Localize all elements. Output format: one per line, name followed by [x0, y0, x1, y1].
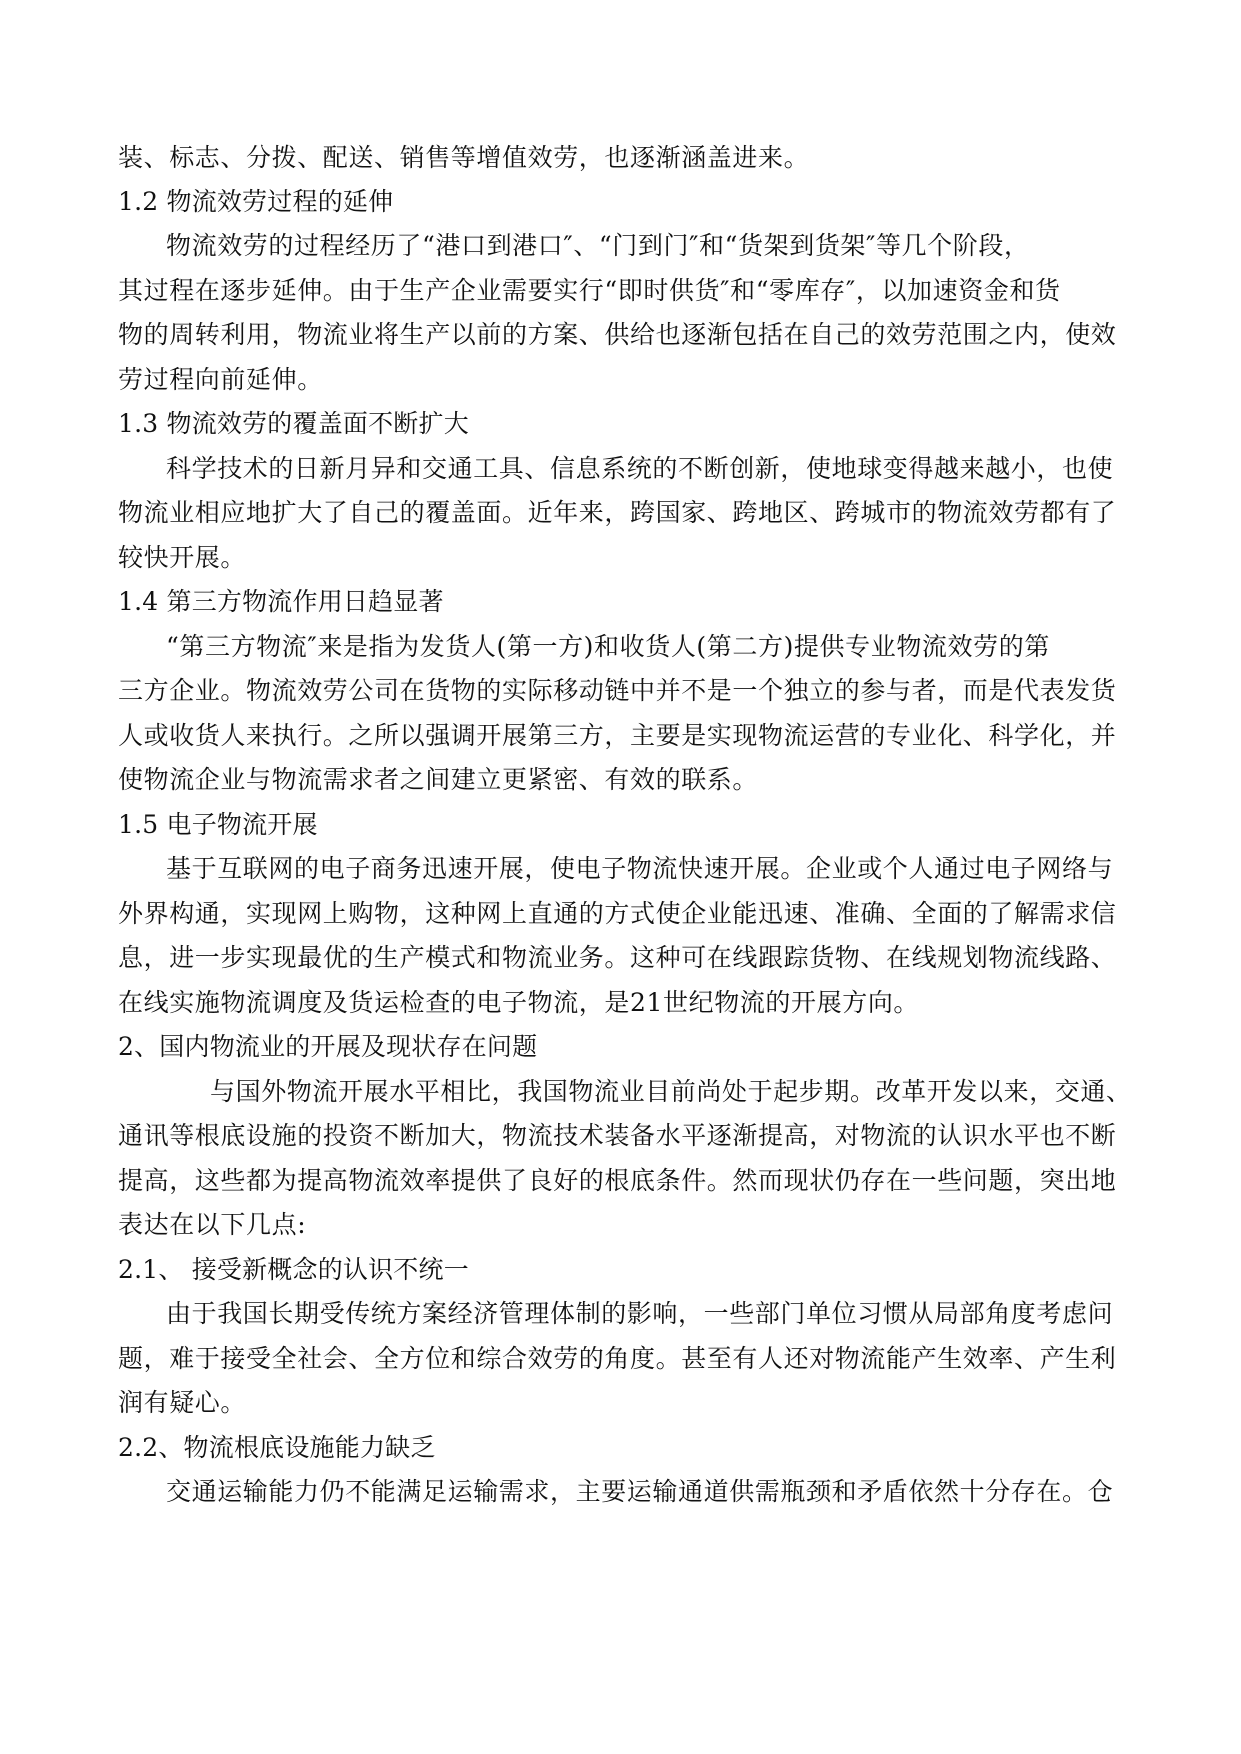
text-line: 表达在以下几点:	[118, 1210, 307, 1239]
section-heading-1-5: 1.5 电子物流开展	[118, 810, 318, 839]
text-line: 物流效劳的过程经历了“港口到港口″、“门到门″和“货架到货架″等几个阶段，	[166, 231, 1030, 260]
section-heading-1-2: 1.2 物流效劳过程的延伸	[118, 187, 394, 216]
section-heading-2-2: 2.2、物流根底设施能力缺乏	[118, 1433, 436, 1462]
text-line: 其过程在逐步延伸。由于生产企业需要实行“即时供货″和“零库存″，以加速资金和货	[118, 276, 1061, 305]
section-heading-2-1: 2.1、 接受新概念的认识不统一	[118, 1255, 469, 1284]
text-line: 提高，这些都为提高物流效率提供了良好的根底条件。然而现状仍存在一些问题，突出地	[118, 1166, 1117, 1195]
text-line: 润有疑心。	[118, 1388, 247, 1417]
text-line: 物的周转利用，物流业将生产以前的方案、供给也逐渐包括在自己的效劳范围之内，使效	[118, 320, 1117, 349]
text-line: “第三方物流″来是指为发货人(第一方)和收货人(第二方)提供专业物流效劳的第	[166, 632, 1050, 661]
text-line: 由于我国长期受传统方案经济管理体制的影响，一些部门单位习惯从局部角度考虑问	[166, 1299, 1114, 1328]
text-line: 人或收货人来执行。之所以强调开展第三方，主要是实现物流运营的专业化、科学化，并	[118, 721, 1117, 750]
section-heading-2: 2、国内物流业的开展及现状存在问题	[118, 1032, 538, 1061]
text-line: 外界构通，实现网上购物，这种网上直通的方式使企业能迅速、准确、全面的了解需求信	[118, 899, 1117, 928]
text-line: 基于互联网的电子商务迅速开展，使电子物流快速开展。企业或个人通过电子网络与	[166, 854, 1114, 883]
text-line: 装、标志、分拨、配送、销售等增值效劳，也逐渐涵盖进来。	[118, 143, 810, 172]
text-line: 物流业相应地扩大了自己的覆盖面。近年来，跨国家、跨地区、跨城市的物流效劳都有了	[118, 498, 1117, 527]
text-line: 通讯等根底设施的投资不断加大，物流技术装备水平逐渐提高，对物流的认识水平也不断	[118, 1121, 1117, 1150]
text-line: 科学技术的日新月异和交通工具、信息系统的不断创新，使地球变得越来越小，也使	[166, 454, 1114, 483]
text-line: 劳过程向前延伸。	[118, 365, 323, 394]
section-heading-1-4: 1.4 第三方物流作用日趋显著	[118, 587, 444, 616]
text-line: 题，难于接受全社会、全方位和综合效劳的角度。甚至有人还对物流能产生效率、产生利	[118, 1344, 1117, 1373]
text-line: 三方企业。物流效劳公司在货物的实际移动链中并不是一个独立的参与者，而是代表发货	[118, 676, 1117, 705]
text-line: 较快开展。	[118, 543, 247, 572]
section-heading-1-3: 1.3 物流效劳的覆盖面不断扩大	[118, 409, 469, 438]
text-line: 使物流企业与物流需求者之间建立更紧密、有效的联系。	[118, 765, 759, 794]
text-line: 在线实施物流调度及货运检查的电子物流，是21世纪物流的开展方向。	[118, 988, 920, 1017]
text-line: 息，进一步实现最优的生产模式和物流业务。这种可在线跟踪货物、在线规划物流线路、	[118, 943, 1117, 972]
text-line: 交通运输能力仍不能满足运输需求，主要运输通道供需瓶颈和矛盾依然十分存在。仓	[166, 1477, 1114, 1506]
text-line: 与国外物流开展水平相比，我国物流业目前尚处于起步期。改革开发以来，交通、	[210, 1077, 1132, 1106]
